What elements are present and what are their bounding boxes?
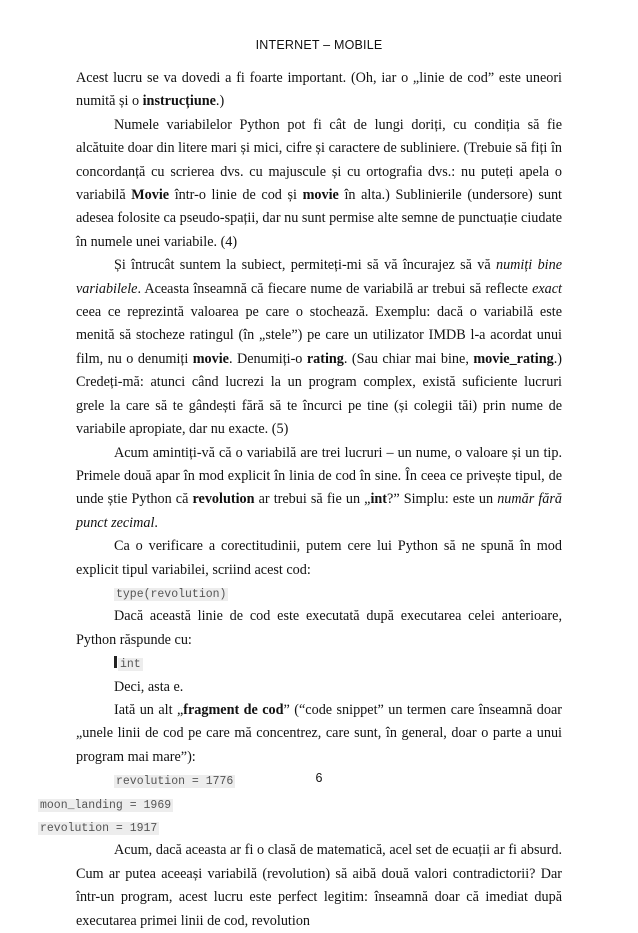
bold-term: movie_rating — [473, 350, 554, 367]
page-body — [40, 67, 562, 933]
text: ?” Simplu: este un — [387, 491, 498, 508]
text: . Denumiți-o — [228, 350, 307, 367]
code-line — [76, 652, 562, 675]
page-number: 6 — [315, 771, 323, 785]
paragraph — [76, 442, 562, 536]
text: Numele variabilelor Python pot fi cât de lungi doriți, cu condiția să fie alcătuite doar din litere mari și mici, cifre și caractere de subliniere. (Trebuie să fiți în concordanță cu scrierea dvs. cu majuscule și cu ortografia dvs.: nu puteți apela o variabilă — [76, 116, 562, 204]
bold-term: int — [370, 491, 388, 508]
running-header: INTERNET – MOBILE — [255, 38, 383, 52]
code-snippet: revolution = 1776 — [116, 775, 234, 789]
paragraph — [76, 114, 562, 254]
bold-term: rating — [306, 350, 344, 367]
text: ar trebui să fie un „ — [254, 491, 371, 508]
code-snippet: type(revolution) — [116, 587, 227, 601]
bold-term: Movie — [131, 187, 170, 204]
text: într-o linie de cod și — [169, 187, 303, 204]
italic-phrase: numiți bine variabilele — [76, 257, 562, 297]
italic-phrase: număr fără punct zecimal — [76, 491, 562, 531]
italic-phrase: exact — [532, 280, 562, 297]
bold-term: instrucțiune — [142, 93, 216, 110]
text: . (Sau chiar mai bine, — [343, 350, 474, 367]
paragraph — [76, 699, 562, 769]
bold-term: movie — [192, 350, 229, 367]
text: .) Credeți-mă: atunci când lucrezi la un program complex, există suficiente lucruri grele la care să te gândești fără să te încurci pe tine (și colegii tăi) prin nume de variabile apropiate, dar nu exacte. (5) — [76, 350, 562, 438]
code-output: int — [120, 658, 141, 672]
text: . — [154, 514, 158, 531]
text: Iată un alt „ — [114, 701, 184, 718]
paragraph: Deci, asta e. — [114, 678, 184, 695]
code-line — [40, 816, 562, 839]
paragraph: Ca o verificare a corectitudinii, putem cere lui Python să ne spună în mod explicit tipul variabilei, scriind acest cod: — [76, 538, 562, 578]
text: Și întrucât suntem la subiect, permiteți-mi să vă încurajez să vă — [114, 257, 496, 274]
code-line — [76, 582, 562, 605]
paragraph: Dacă această linie de cod este executată după executarea celei anterioare, Python răspunde cu: — [76, 608, 562, 648]
code-line — [40, 793, 562, 816]
text: Acest lucru se va dovedi a fi foarte important. (Oh, iar o „linie de cod” este uneori numită și o — [76, 70, 562, 110]
paragraph: Acum, dacă aceasta ar fi o clasă de matematică, acel set de ecuații ar fi absurd. Cum ar putea aceeași variabilă (revolution) să aibă două valori contradictorii? Dar într-un program, acest lucru este perfect legitim: înseamnă doar că imediat după executarea primei linii de cod, revolution — [76, 842, 562, 929]
text: în alta.) Sublinierile (undersore) sunt adesea folosite ca pseudo-spații, dar nu sunt permise alte semne de punctuație ciudate în numele unei variabile. (4) — [76, 187, 562, 250]
code-snippet: moon_landing = 1969 — [40, 798, 172, 812]
text: ceea ce reprezintă valoarea pe care o stochează. Exemplu: dacă o variabilă este menită să stocheze ratingul (în „stele”) pe care un utilizator IMDB l-a acordat unui film, nu o denumiți — [76, 304, 562, 367]
bold-term: fragment de cod — [183, 701, 284, 718]
code-snippet: revolution = 1917 — [40, 821, 158, 835]
bold-term: revolution — [192, 491, 255, 508]
bold-term: movie — [302, 187, 339, 204]
paragraph — [76, 254, 562, 441]
text: ” (“code snippet” un termen care înseamnă doar „unele linii de cod pe care mă concentrez, care sunt, în general, doar o parte a unui program mai mare”): — [76, 701, 562, 765]
text: . Aceasta înseamnă că fiecare nume de variabilă ar trebui să reflecte — [137, 280, 533, 297]
text-cursor-icon — [114, 656, 117, 668]
text: .) — [215, 93, 225, 110]
paragraph — [76, 67, 562, 114]
text: Acum amintiți-vă că o variabilă are trei lucruri – un nume, o valoare și un tip. Primele două apar în mod explicit în linia de cod în sine. În ceea ce privește tipul, de unde știe Python că — [76, 444, 562, 508]
